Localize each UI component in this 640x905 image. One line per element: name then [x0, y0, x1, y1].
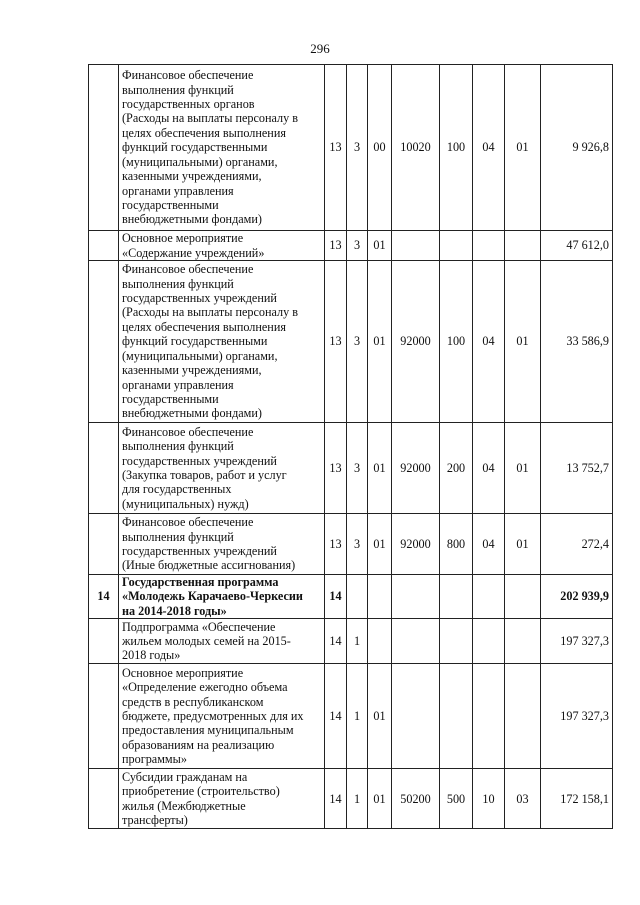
row-name: Финансовое обеспечение выполнения функций государственных учреждений (Закупка товаров, работ и услуг для государственных (муниципальных) нужд)	[119, 423, 325, 514]
code-section: 04	[473, 514, 505, 575]
code-program: 13	[325, 65, 347, 231]
row-name: Подпрограмма «Обеспечение жильем молодых семей на 2015- 2018 годы»	[119, 619, 325, 664]
code-direction	[392, 231, 440, 261]
row-number	[89, 261, 119, 423]
code-section	[473, 575, 505, 619]
code-subprogram: 3	[347, 231, 368, 261]
page-number: 296	[310, 41, 330, 56]
code-subprogram: 1	[347, 664, 368, 769]
code-expense-type: 100	[440, 65, 473, 231]
table-row	[89, 231, 613, 261]
code-program: 14	[325, 575, 347, 619]
code-direction	[392, 575, 440, 619]
code-section: 04	[473, 423, 505, 514]
code-subsection: 03	[505, 769, 541, 829]
table-row	[89, 619, 613, 664]
code-event	[368, 619, 392, 664]
code-program: 14	[325, 769, 347, 829]
code-direction	[392, 664, 440, 769]
code-direction: 50200	[392, 769, 440, 829]
code-subprogram: 3	[347, 514, 368, 575]
code-expense-type	[440, 619, 473, 664]
row-name: Субсидии гражданам на приобретение (строительство) жилья (Межбюджетные трансферты)	[119, 769, 325, 829]
code-direction: 92000	[392, 423, 440, 514]
code-program: 14	[325, 619, 347, 664]
code-expense-type	[440, 231, 473, 261]
row-name: Основное мероприятие «Определение ежегодно объема средств в республиканском бюджете, предусмотренных для их предоставления муниципальным образованиям на реализацию программы»	[119, 664, 325, 769]
row-number	[89, 769, 119, 829]
table-row	[89, 261, 613, 423]
table-row-program	[89, 575, 613, 619]
row-amount: 9 926,8	[541, 65, 613, 231]
code-section	[473, 231, 505, 261]
code-event: 01	[368, 514, 392, 575]
code-expense-type: 800	[440, 514, 473, 575]
table-row	[89, 514, 613, 575]
row-number	[89, 664, 119, 769]
code-subsection	[505, 619, 541, 664]
row-number	[89, 423, 119, 514]
code-event	[368, 575, 392, 619]
row-number	[89, 619, 119, 664]
code-subprogram: 1	[347, 769, 368, 829]
code-direction: 92000	[392, 514, 440, 575]
code-expense-type	[440, 664, 473, 769]
code-program: 13	[325, 261, 347, 423]
table-row	[89, 664, 613, 769]
row-number	[89, 65, 119, 231]
code-section: 10	[473, 769, 505, 829]
code-subprogram: 1	[347, 619, 368, 664]
code-subsection: 01	[505, 65, 541, 231]
code-direction: 10020	[392, 65, 440, 231]
code-subsection: 01	[505, 261, 541, 423]
code-subsection	[505, 231, 541, 261]
row-number: 14	[89, 575, 119, 619]
code-subsection: 01	[505, 423, 541, 514]
code-section: 04	[473, 261, 505, 423]
row-number	[89, 514, 119, 575]
code-expense-type	[440, 575, 473, 619]
row-name: Государственная программа «Молодежь Карачаево-Черкесии на 2014-2018 годы»	[119, 575, 325, 619]
row-amount: 272,4	[541, 514, 613, 575]
code-program: 13	[325, 423, 347, 514]
row-amount: 172 158,1	[541, 769, 613, 829]
code-subsection: 01	[505, 514, 541, 575]
code-section	[473, 619, 505, 664]
row-amount: 202 939,9	[541, 575, 613, 619]
code-event: 01	[368, 261, 392, 423]
code-program: 13	[325, 514, 347, 575]
code-subsection	[505, 575, 541, 619]
table-row	[89, 423, 613, 514]
code-direction: 92000	[392, 261, 440, 423]
row-name: Основное мероприятие «Содержание учреждений»	[119, 231, 325, 261]
code-event: 01	[368, 423, 392, 514]
row-name: Финансовое обеспечение выполнения функций государственных органов (Расходы на выплаты персоналу в целях обеспечения выполнения функций государственными (муниципальными) органами, казенными учреждениями, органами управления государственными внебюджетными фондами)	[119, 65, 325, 231]
code-subprogram: 3	[347, 261, 368, 423]
code-direction	[392, 619, 440, 664]
code-program: 13	[325, 231, 347, 261]
code-section: 04	[473, 65, 505, 231]
code-event: 01	[368, 231, 392, 261]
row-name: Финансовое обеспечение выполнения функций государственных учреждений (Расходы на выплаты персоналу в целях обеспечения выполнения функций государственными (муниципальными) органами, казенными учреждениями, органами управления государственными внебюджетными фондами)	[119, 261, 325, 423]
row-amount: 13 752,7	[541, 423, 613, 514]
code-event: 01	[368, 664, 392, 769]
row-amount: 33 586,9	[541, 261, 613, 423]
code-event: 01	[368, 769, 392, 829]
row-amount: 197 327,3	[541, 619, 613, 664]
row-amount: 197 327,3	[541, 664, 613, 769]
code-section	[473, 664, 505, 769]
table-row	[89, 65, 613, 231]
code-expense-type: 200	[440, 423, 473, 514]
code-event: 00	[368, 65, 392, 231]
code-program: 14	[325, 664, 347, 769]
table-row	[89, 769, 613, 829]
row-amount: 47 612,0	[541, 231, 613, 261]
code-expense-type: 100	[440, 261, 473, 423]
code-subprogram: 3	[347, 423, 368, 514]
code-subprogram: 3	[347, 65, 368, 231]
code-subsection	[505, 664, 541, 769]
row-number	[89, 231, 119, 261]
code-subprogram	[347, 575, 368, 619]
row-name: Финансовое обеспечение выполнения функций государственных учреждений (Иные бюджетные ассигнования)	[119, 514, 325, 575]
code-expense-type: 500	[440, 769, 473, 829]
budget-table	[88, 64, 613, 829]
